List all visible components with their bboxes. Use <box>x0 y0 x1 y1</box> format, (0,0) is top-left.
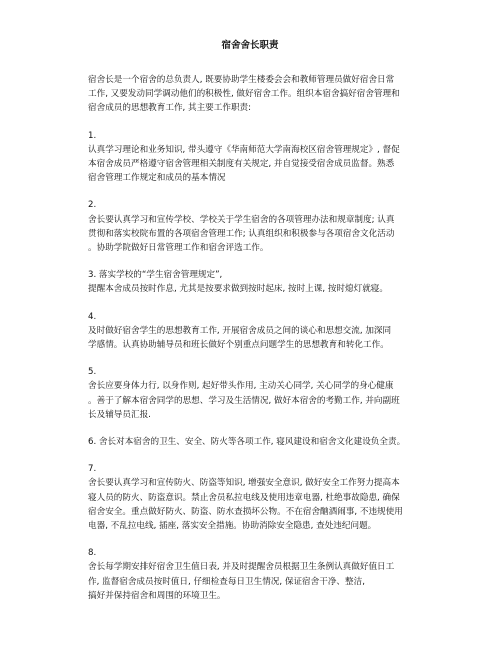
intro-line: 宿舍长是一个宿舍的总负责人, 既要协助学生楼委会会和教师管理员做好宿舍日常 <box>88 75 395 85</box>
section-line: 作, 监督宿舍成员按时值日, 仔细检查每日卫生情况, 保证宿舍干净、整洁, <box>88 576 365 587</box>
document-body <box>88 73 428 603</box>
section-number: 7. <box>88 464 97 475</box>
section-line: 提醒本舍成员按时作息, 尤其是按要求做到按时起床, 按时上课, 按时熄灯就寝。 <box>88 284 388 295</box>
section-line: 。善于了解本宿舍同学的思想、学习及生活情况, 做好本宿舍的考勤工作, 并向副班 <box>88 395 400 406</box>
section-number: 1. <box>88 130 97 141</box>
section-line: 宿舍安全。重点做好防火、防盗、防水查损坏公物。不在宿舍酗酒闹事, 不违规使用 <box>88 506 403 517</box>
section-line: 搞好并保持宿舍和周围的环境卫生。 <box>88 590 226 601</box>
section-line: 学感情。认真协助辅导员和班长做好个别重点问题学生的思想教育和转化工作。 <box>88 340 389 351</box>
section-line: 舍长应要身体力行, 以身作则, 起好带头作用, 主动关心同学, 关心同学的身心健康 <box>88 381 394 392</box>
section-line: 。协助学院做好日常管理工作和宿舍评选工作。 <box>88 243 269 254</box>
section-4 <box>88 310 428 353</box>
intro-line: 工作, 又要发动同学调动他们的积极性, 做好宿舍工作。组织本宿舍搞好宿舍管理和 <box>88 89 400 100</box>
section-7 <box>88 462 428 533</box>
section-line: 舍长要认真学习和宣传防火、防盗等知识, 增强安全意识, 做好安全工作努力提高本 <box>88 478 400 489</box>
intro-paragraph <box>88 73 428 116</box>
intro-line: 宿舍成员的思想教育工作, 其主要工作职责: <box>88 103 252 114</box>
section-line: 6. 舍长对本宿舍的卫生、安全、防火等各项工作, 寝风建设和宿舍文化建设负全责。 <box>88 437 406 448</box>
section-number: 5. <box>88 367 97 378</box>
section-number: 2. <box>88 200 97 211</box>
section-line: 本宿舍成员严格遵守宿舍管理相关制度有关规定, 并自觉接受宿舍成员监督。熟悉 <box>88 159 395 170</box>
section-line: 长及辅导员汇报. <box>88 409 151 420</box>
section-2 <box>88 198 428 255</box>
section-line: 电器, 不乱拉电线, 插座, 落实安全措施。协助消除安全隐患, 查处违纪问题。 <box>88 521 377 532</box>
section-line: 舍长要认真学习和宣传学校、学校关于学生宿舍的各项管理办法和规章制度; 认真 <box>88 214 395 225</box>
section-line: 贯彻和落实校院布置的各项宿舍管理工作; 认真组织和积极参与各项宿舍文化活动 <box>88 228 395 239</box>
section-line: 宿舍管理工作规定和成员的基本情况 <box>88 173 226 184</box>
section-line: 寝人员的防火、防盗意识。禁止舍员私拉电线及使用违章电器, 杜绝事故隐患, 确保 <box>88 492 400 503</box>
section-8 <box>88 546 428 603</box>
section-1 <box>88 129 428 186</box>
section-5 <box>88 365 428 422</box>
section-line: 及时做好宿舍学生的思想教育工作, 开展宿舍成员之间的谈心和思想交流, 加深同 <box>88 325 392 336</box>
section-3 <box>88 268 428 296</box>
document-title: 宿舍舍长职责 <box>221 40 279 51</box>
section-line: 认真学习理论和业务知识, 带头遵守《华南师范大学南海校区宿舍管理规定》, 督促 <box>88 144 400 155</box>
section-line: 舍长每学期安排好宿舍卫生值日表, 并及时提醒舍员根据卫生条例认真做好值日工 <box>88 562 395 573</box>
section-6 <box>88 435 428 449</box>
section-line: 3. 落实学校的“学生宿舍管理规定”, <box>88 270 223 281</box>
section-number: 8. <box>88 548 97 559</box>
section-number: 4. <box>88 311 97 322</box>
